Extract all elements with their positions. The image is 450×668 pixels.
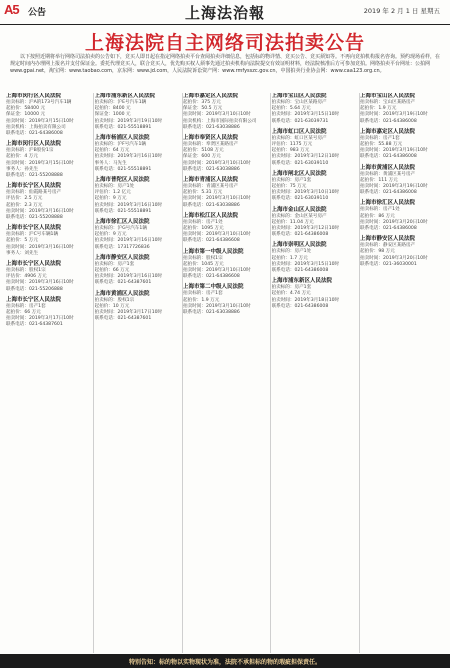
court-name: 上海市黄浦区人民法院 — [94, 290, 150, 297]
auction-notice — [95, 93, 181, 131]
court-name: 上海市闵行区人民法院 — [6, 93, 62, 99]
auction-notice — [183, 135, 269, 173]
court-name: 上海市闸北区人民法院 — [271, 170, 327, 177]
court-name: 上海市嘉定区人民法院 — [183, 93, 239, 99]
notice-line: 拍卖时间：2019年3月10日10时 — [183, 160, 251, 166]
notice-line: 拍卖标的：房产1套 — [6, 303, 46, 309]
auction-notice — [95, 219, 181, 251]
notice-line: 拍卖时间：2019年3月15日10时 — [6, 118, 74, 124]
notice-line: 拍卖标的：沪G号汽车1辆 — [94, 226, 147, 232]
auction-notice — [6, 225, 92, 257]
notice-line: 联系电话：021-64386008 — [360, 154, 417, 160]
notice-line: 起拍价：66 万元 — [94, 268, 130, 274]
notice-line: 拍卖标的：沪A的173号汽车1辆 — [6, 100, 72, 105]
notice-line: 拍卖机构：上海拍卖有限公司 — [6, 124, 66, 130]
notice-line: 联系电话：021-63039110 — [271, 160, 329, 166]
court-name: 上海市长宁区人民法院 — [6, 296, 62, 303]
notice-line: 事务人：孙先生 — [6, 166, 39, 172]
notice-column — [272, 93, 358, 653]
notice-line: 起拍价：9 万元 — [94, 232, 127, 238]
notice-line: 起拍价：75 万元 — [271, 184, 307, 190]
notice-line: 拍卖标的：沪F号汽车1辆 — [94, 142, 147, 148]
notice-column — [95, 93, 181, 653]
notice-line: 评估价：2.5 万元 — [6, 196, 43, 202]
auction-notice — [95, 291, 181, 323]
notice-line: 拍卖标的：股权1宗 — [94, 297, 135, 303]
notice-line: 拍卖时间：2019年3月16日10时 — [6, 244, 74, 250]
notice-line: 拍卖时间：2019年3月12日10时 — [271, 154, 340, 160]
court-name: 上海市闵行区人民法院 — [6, 141, 62, 148]
auction-notice — [183, 249, 269, 281]
section-label: 公告 — [28, 8, 47, 18]
auction-notice — [360, 236, 446, 268]
court-name: 上海市杨浦区人民法院 — [94, 135, 150, 142]
notice-line: 事务人：刘先生 — [6, 250, 39, 256]
notice-line: 起拍价：64 万元 — [94, 148, 130, 154]
notice-line: 联系电话：021-55518891 — [94, 124, 152, 130]
notice-line: 拍卖时间：2019年3月10日10时 — [183, 232, 251, 238]
notice-line: 拍卖时间：2019年3月10日10时 — [271, 190, 340, 196]
notice-line: 拍卖标的：青浦区某号房产 — [183, 184, 239, 190]
notice-line: 拍卖时间：2019年3月17日10时 — [6, 316, 74, 322]
newspaper-brand: 上海法治報 — [185, 4, 266, 22]
notice-line: 起拍价：983 万元 — [271, 148, 310, 154]
notice-column — [6, 93, 92, 653]
notice-line: 拍卖标的：宝山区某路房产 — [271, 100, 327, 105]
notice-line: 联系电话：021-64387601 — [94, 316, 152, 322]
notice-line: 拍卖机构：上海市国际拍卖有限公司 — [183, 118, 257, 124]
notice-line: 联系电话：021-55518891 — [94, 166, 152, 172]
notice-line: 起拍价：8400 元 — [94, 106, 131, 112]
auction-notice — [272, 171, 358, 203]
notice-line: 联系电话：021-55518891 — [94, 208, 152, 214]
auction-notice — [6, 297, 92, 329]
auction-notice — [360, 129, 446, 161]
court-name: 上海市浦东新区人民法院 — [94, 93, 156, 99]
notice-line: 拍卖时间：2019年3月19日10时 — [360, 148, 428, 154]
notice-line: 拍卖时间：2019年3月15日10时 — [271, 261, 340, 267]
court-name: 上海市第二中级人民法院 — [183, 284, 244, 291]
notice-line: 拍卖时间：2019年3月12日10时 — [271, 226, 340, 232]
notice-line: 评估价：1.2 亿元 — [94, 190, 131, 196]
notice-line: 起拍价：1.9 万元 — [360, 106, 397, 112]
notice-line: 拍卖标的：房产1套 — [94, 261, 135, 267]
notice-line: 起拍价：4 万元 — [6, 154, 38, 160]
court-name: 上海市虹口区人民法院 — [271, 128, 327, 135]
notice-line: 拍卖时间：2019年3月10日10时 — [183, 303, 251, 309]
notice-line: 起拍价：1095 万元 — [183, 226, 224, 232]
column-divider — [270, 93, 271, 653]
footer-notice: 特别告知：标的物以实物现状为准，法院不承担标的物的瑕疵担保责任。 — [128, 659, 321, 666]
notice-line: 拍卖标的：房产1处 — [360, 207, 400, 213]
court-name: 上海市宝山区人民法院 — [360, 93, 416, 99]
notice-line: 拍卖时间：2019年3月16日10时 — [94, 202, 163, 208]
court-name: 上海市嘉定区人民法院 — [360, 128, 416, 135]
court-name: 上海市黄浦区人民法院 — [360, 164, 416, 171]
notice-line: 拍卖标的：虹口区某号房产 — [271, 135, 327, 141]
notice-line: 拍卖标的：金山区某号房产 — [271, 213, 327, 219]
notice-line: 拍卖时间：2019年3月10日10时 — [183, 196, 251, 202]
notice-line: 联系电话：021-64386608 — [183, 238, 240, 244]
notice-line: 起拍价：55.88 万元 — [360, 142, 403, 148]
notice-line: 拍卖标的：仙霞路某号房产 — [6, 190, 62, 196]
notice-line: 拍卖标的：房产1套 — [271, 177, 312, 183]
court-name: 上海市第一中级人民法院 — [183, 248, 244, 255]
notice-column — [183, 93, 269, 653]
notice-line: 起拍价：1045 万元 — [183, 261, 224, 267]
page-number: A5 — [4, 2, 19, 17]
notice-line: 拍卖时间：2019年3月19日10时 — [360, 184, 428, 190]
notice-line: 拍卖标的：股权1宗 — [183, 255, 223, 261]
notice-line: 联系电话：021-63039731 — [271, 118, 329, 124]
notice-line: 拍卖标的：奉贤区某路房产 — [183, 142, 239, 148]
notice-line: 联系电话：021-63038886 — [183, 310, 240, 316]
notice-line: 拍卖标的：沪B股份1宗 — [6, 148, 54, 154]
notice-line: 起拍价：1.7 万元 — [271, 255, 308, 261]
notice-column — [360, 93, 446, 653]
notice-line: 保证金：50.5 万元 — [183, 106, 223, 112]
notice-line: 拍卖标的：股权1宗 — [6, 268, 46, 274]
notice-line: 评估价：4906 万元 — [6, 274, 47, 280]
notice-line: 起拍价：111 万元 — [360, 177, 398, 183]
notice-line: 拍卖时间：2019年3月16日10时 — [94, 274, 163, 280]
notice-line: 联系电话：021-64386008 — [271, 232, 329, 238]
notice-line: 拍卖时间：2019年3月15日10时 — [6, 160, 74, 166]
notice-line: 起拍价：98 万元 — [360, 249, 395, 255]
auction-notice — [6, 183, 92, 221]
auction-notice — [6, 93, 92, 137]
court-name: 上海市长宁区人民法院 — [6, 261, 62, 268]
notice-line: 起拍价：5.64 万元 — [271, 106, 311, 112]
notice-line: 起拍价：86 万元 — [360, 213, 395, 219]
notice-line: 拍卖标的：房产1套 — [183, 291, 223, 297]
notice-line: 联系电话：021-55206888 — [6, 286, 63, 292]
column-divider — [359, 93, 360, 653]
notice-line: 拍卖标的：房产1处 — [183, 219, 223, 225]
court-name: 上海市崇明区人民法院 — [271, 242, 327, 249]
court-name: 上海市宝山区人民法院 — [271, 93, 327, 99]
notice-line: 联系电话：021-63038886 — [183, 166, 240, 172]
notice-line: 拍卖时间：2019年3月10日10时 — [183, 268, 251, 274]
notice-line: 拍卖时间：2019年3月20日10时 — [360, 219, 428, 225]
court-name: 上海市静安区人民法院 — [94, 254, 150, 261]
notice-line: 联系电话：021-64386008 — [6, 131, 63, 137]
notice-line: 保证金：1000 元 — [94, 112, 131, 118]
auction-notice — [95, 135, 181, 173]
footer-notice-bar — [0, 654, 450, 668]
court-name: 上海市浦东新区人民法院 — [271, 278, 333, 285]
notice-line: 拍卖时间：2019年3月16日10时 — [6, 208, 74, 214]
notice-line: 起拍价：5108 万元 — [183, 148, 224, 154]
auction-notice — [183, 213, 269, 245]
notice-line: 拍卖时间：2019年3月18日10时 — [271, 297, 340, 303]
court-name: 上海市徐汇区人民法院 — [360, 200, 416, 207]
notice-line: 拍卖时间：2019年3月19日10时 — [94, 118, 163, 124]
notice-line: 联系电话：021-64386608 — [183, 274, 240, 280]
notice-line: 保证金：10000 元 — [6, 112, 46, 118]
auction-notice — [360, 165, 446, 197]
notice-line: 起拍价：9 万元 — [94, 196, 127, 202]
notice-line: 拍卖标的：房产1处 — [94, 184, 135, 190]
auction-notice — [272, 93, 358, 125]
notice-line: 起拍价：11.04 万元 — [271, 219, 314, 225]
column-divider — [182, 93, 183, 653]
page-title: 上海法院自主网络司法拍卖公告 — [84, 32, 365, 54]
notice-line: 联系电话：021-55208888 — [6, 215, 63, 221]
notice-line: 联系电话：021-64386008 — [271, 268, 329, 274]
masthead — [0, 0, 450, 25]
column-divider — [93, 93, 94, 653]
notice-line: 联系电话：021-64387601 — [6, 322, 63, 328]
notice-line: 联系电话：021-64386008 — [271, 303, 329, 309]
auction-notice — [6, 261, 92, 293]
notice-line: 拍卖时间：2019年3月17日10时 — [94, 310, 163, 316]
court-name: 上海市徐汇区人民法院 — [94, 219, 150, 226]
auction-notice — [183, 177, 269, 209]
notice-line: 拍卖标的：房产1套 — [360, 135, 400, 141]
notice-line: 保证金：600 万元 — [183, 154, 221, 160]
notice-line: 评估价：1175 万元 — [271, 142, 313, 148]
notice-line: 拍卖时间：2019年3月20日10时 — [360, 255, 428, 261]
notice-line: 起拍价：5 万元 — [6, 238, 38, 244]
notice-line: 拍卖标的：房产1套 — [271, 285, 312, 291]
publication-date: 2019 年 2 月 1 日 星期五 — [363, 7, 440, 15]
court-name: 上海市奉贤区人民法院 — [183, 135, 239, 142]
notice-line: 联系电话：021-64387601 — [94, 280, 152, 286]
notice-line: 拍卖时间：2019年3月16日10时 — [6, 280, 74, 286]
notice-line: 联系电话：021-64386008 — [360, 190, 417, 196]
notice-line: 拍卖标的：黄浦区某号房产 — [360, 171, 416, 177]
auction-notice — [6, 141, 92, 179]
notice-line: 拍卖时间：2019年3月15日10时 — [271, 112, 340, 118]
auction-notice — [360, 200, 446, 232]
notice-line: 拍卖标的：静安区某路房产 — [360, 243, 416, 249]
announcement-intro: 以下按照近期将举行网络司法拍卖的公告如下，竞买人即日起在指定网络拍卖平台查阅拍卖详细信息，包括标的物详情、竞买公告、竞买须知等。不再向竞拍机构报名咨询。预约现场看样，在规定时间内办理网上报名并支付保证金。委托代理竞买人，联合竞买人，优先购买权人须事先通过拍卖机构向法院提交有效证明材料，经法院核准后方可参加竞拍。网络拍卖平台网址：公拍网 www.gpai.net，淘宝网：www.taobao.com，京东网：www.jd.com，人民法院诉讼资产网：www.rmfysszc.gov.cn，中国拍卖行业协会网：www.caa123.org.cn。 — [10, 54, 441, 74]
court-name: 上海市青浦区人民法院 — [183, 177, 239, 184]
notice-line: 联系电话：17317726836 — [94, 244, 150, 250]
notice-line: 拍卖标的：宝山区某路房产 — [360, 100, 416, 105]
notice-line: 拍卖时间：2019年3月16日10时 — [94, 154, 163, 160]
auction-notice — [95, 177, 181, 215]
notice-line: 起拍价：375 万元 — [183, 100, 221, 105]
notice-line: 起拍价：4.74 万元 — [271, 291, 311, 297]
notice-line: 联系电话：021-55208888 — [6, 173, 63, 179]
auction-notice — [183, 93, 269, 131]
notice-line: 起拍价：5.31 万元 — [183, 190, 223, 196]
auction-notice — [95, 255, 181, 287]
court-name: 上海市普陀区人民法院 — [94, 177, 150, 184]
notice-line: 起拍价：2.3 万元 — [6, 202, 43, 208]
court-name: 上海市长宁区人民法院 — [6, 183, 62, 190]
auction-notice — [272, 207, 358, 239]
notice-line: 联系电话：021-63038886 — [183, 202, 240, 208]
notice-line: 联系电话：021-63039110 — [271, 196, 329, 202]
auction-notice — [360, 93, 446, 125]
notice-line: 起拍价：66 万元 — [6, 310, 41, 316]
notice-line: 拍卖标的：沪E号汽车1辆 — [94, 100, 147, 105]
notice-line: 拍卖时间：2019年3月16日10时 — [94, 238, 163, 244]
auction-columns — [6, 93, 446, 653]
notice-line: 拍卖时间：2019年3月19日10时 — [360, 112, 428, 118]
notice-line: 联系电话：021-36030001 — [360, 261, 417, 267]
auction-notice — [272, 129, 358, 167]
notice-line: 拍卖标的：房产1处 — [271, 249, 312, 255]
notice-line: 联系电话：021-64386008 — [360, 226, 417, 232]
notice-line: 拍卖时间：2019年3月10日10时 — [183, 112, 251, 118]
court-name: 上海市金山区人民法院 — [271, 206, 327, 213]
notice-line: 联系电话：021-64386008 — [360, 118, 417, 124]
notice-line: 拍卖标的：沪C号车辆1辆 — [6, 232, 59, 238]
court-name: 上海市松江区人民法院 — [183, 212, 239, 219]
auction-notice — [272, 278, 358, 310]
auction-notice — [183, 284, 269, 316]
notice-line: 起拍价：10 万元 — [94, 303, 130, 309]
court-name: 上海市长宁区人民法院 — [6, 225, 62, 232]
notice-line: 起拍价：58400 元 — [6, 106, 46, 112]
notice-line: 联系电话：021-63038886 — [183, 124, 240, 130]
court-name: 上海市静安区人民法院 — [360, 236, 416, 243]
auction-notice — [272, 242, 358, 274]
notice-line: 事务人：马先生 — [94, 160, 127, 166]
notice-line: 起拍价：1.9 万元 — [183, 297, 220, 303]
